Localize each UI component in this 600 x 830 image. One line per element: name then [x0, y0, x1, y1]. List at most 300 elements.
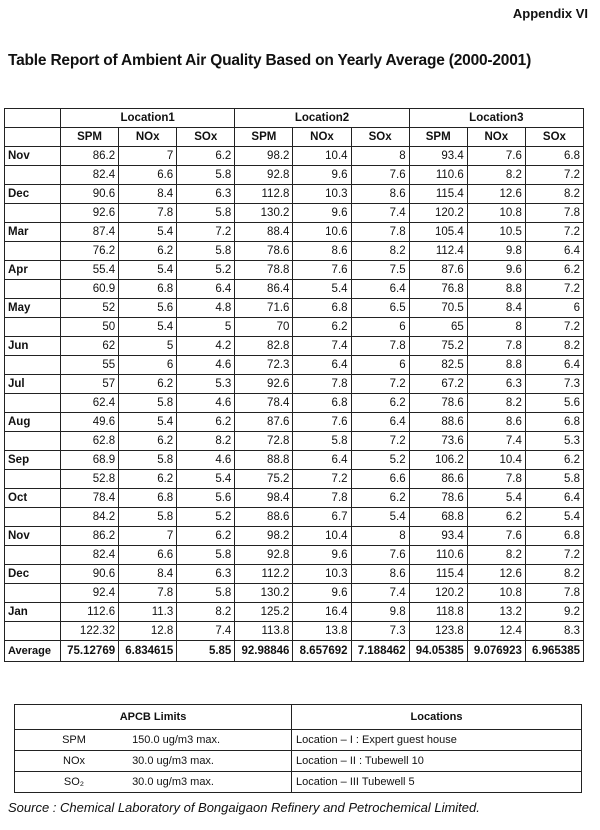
value-cell: 78.6 [235, 242, 293, 261]
value-cell: 8.8 [467, 356, 525, 375]
table-row [5, 508, 584, 527]
limits-row [15, 730, 582, 751]
value-cell: 8.8 [467, 280, 525, 299]
limit-param: SPM [62, 734, 86, 746]
value-cell: 8.2 [177, 432, 235, 451]
param-header: SPM [235, 128, 293, 147]
value-cell: 7.8 [525, 204, 583, 223]
table-title: Table Report of Ambient Air Quality Based on Yearly Average (2000-2001) [8, 52, 532, 69]
month-cell: Nov [5, 527, 61, 546]
table-row [5, 337, 584, 356]
value-cell: 120.2 [409, 204, 467, 223]
value-cell: 7.6 [293, 261, 351, 280]
value-cell: 6.8 [525, 527, 583, 546]
table-row [5, 185, 584, 204]
month-cell [5, 508, 61, 527]
value-cell: 8.6 [467, 413, 525, 432]
month-cell [5, 204, 61, 223]
value-cell: 6.5 [351, 299, 409, 318]
value-cell: 6.4 [525, 242, 583, 261]
value-cell: 5.6 [177, 489, 235, 508]
value-cell: 62.8 [61, 432, 119, 451]
location-description: Location – I : Expert guest house [292, 730, 582, 751]
value-cell: 5.8 [293, 432, 351, 451]
month-cell [5, 622, 61, 641]
value-cell: 72.3 [235, 356, 293, 375]
value-cell: 78.6 [409, 394, 467, 413]
value-cell: 75.2 [409, 337, 467, 356]
value-cell: 8.2 [467, 166, 525, 185]
value-cell: 75.2 [235, 470, 293, 489]
value-cell: 5.8 [177, 546, 235, 565]
value-cell: 82.4 [61, 166, 119, 185]
value-cell: 5.8 [119, 451, 177, 470]
table-row [5, 451, 584, 470]
value-cell: 78.8 [235, 261, 293, 280]
value-cell: 112.4 [409, 242, 467, 261]
location-2-header: Location2 [235, 109, 409, 128]
month-cell [5, 280, 61, 299]
month-cell: Sep [5, 451, 61, 470]
value-cell: 82.5 [409, 356, 467, 375]
param-header: SOx [525, 128, 583, 147]
value-cell: 7.8 [351, 223, 409, 242]
value-cell: 5.8 [177, 166, 235, 185]
table-row [5, 489, 584, 508]
value-cell: 9.6 [467, 261, 525, 280]
value-cell: 10.5 [467, 223, 525, 242]
value-cell: 110.6 [409, 166, 467, 185]
value-cell: 6.8 [293, 394, 351, 413]
value-cell: 7.6 [351, 166, 409, 185]
value-cell: 10.6 [293, 223, 351, 242]
value-cell: 86.4 [235, 280, 293, 299]
value-cell: 88.4 [235, 223, 293, 242]
value-cell: 8 [351, 147, 409, 166]
value-cell: 5.4 [119, 413, 177, 432]
value-cell: 8.4 [467, 299, 525, 318]
value-cell: 13.2 [467, 603, 525, 622]
value-cell: 7.6 [293, 413, 351, 432]
value-cell: 9.6 [293, 546, 351, 565]
month-cell: Aug [5, 413, 61, 432]
value-cell: 68.8 [409, 508, 467, 527]
value-cell: 6.4 [177, 280, 235, 299]
value-cell: 71.6 [235, 299, 293, 318]
value-cell: 6.2 [293, 318, 351, 337]
value-cell: 65 [409, 318, 467, 337]
value-cell: 92.6 [235, 375, 293, 394]
table-row [5, 280, 584, 299]
value-cell: 7.4 [351, 204, 409, 223]
table-row [5, 394, 584, 413]
limit-value: 30.0 ug/m3 max. [132, 755, 214, 767]
table-row [5, 546, 584, 565]
value-cell: 92.4 [61, 584, 119, 603]
value-cell: 7.4 [351, 584, 409, 603]
value-cell: 8.2 [525, 337, 583, 356]
value-cell: 8 [351, 527, 409, 546]
param-header-row [5, 128, 584, 147]
value-cell: 7.2 [525, 223, 583, 242]
value-cell: 6.3 [177, 185, 235, 204]
value-cell: 6.2 [177, 413, 235, 432]
value-cell: 12.6 [467, 185, 525, 204]
month-cell [5, 394, 61, 413]
value-cell: 86.2 [61, 147, 119, 166]
value-cell: 6.2 [177, 527, 235, 546]
value-cell: 5.8 [119, 394, 177, 413]
param-header: SOx [351, 128, 409, 147]
param-header: NOx [293, 128, 351, 147]
month-cell [5, 546, 61, 565]
value-cell: 7.8 [119, 204, 177, 223]
value-cell: 67.2 [409, 375, 467, 394]
table-row [5, 413, 584, 432]
value-cell: 76.2 [61, 242, 119, 261]
value-cell: 78.6 [409, 489, 467, 508]
value-cell: 49.6 [61, 413, 119, 432]
value-cell: 6.4 [525, 489, 583, 508]
value-cell: 6.6 [119, 546, 177, 565]
value-cell: 6.8 [293, 299, 351, 318]
average-value: 92.98846 [235, 641, 293, 662]
value-cell: 7 [119, 527, 177, 546]
average-value: 94.05385 [409, 641, 467, 662]
value-cell: 52 [61, 299, 119, 318]
average-label: Average [5, 641, 61, 662]
value-cell: 5.4 [119, 223, 177, 242]
value-cell: 6.4 [351, 413, 409, 432]
average-value: 8.657692 [293, 641, 351, 662]
value-cell: 118.8 [409, 603, 467, 622]
value-cell: 5.2 [177, 261, 235, 280]
month-cell: Apr [5, 261, 61, 280]
value-cell: 112.6 [61, 603, 119, 622]
value-cell: 5.4 [351, 508, 409, 527]
value-cell: 8.2 [467, 394, 525, 413]
value-cell: 115.4 [409, 565, 467, 584]
value-cell: 6.2 [525, 451, 583, 470]
limits-row [15, 772, 582, 793]
value-cell: 98.2 [235, 527, 293, 546]
month-cell: Nov [5, 147, 61, 166]
average-value: 9.076923 [467, 641, 525, 662]
value-cell: 90.6 [61, 565, 119, 584]
value-cell: 6 [351, 356, 409, 375]
value-cell: 8.2 [467, 546, 525, 565]
value-cell: 7.2 [525, 166, 583, 185]
value-cell: 5.2 [177, 508, 235, 527]
value-cell: 82.8 [235, 337, 293, 356]
value-cell: 4.8 [177, 299, 235, 318]
value-cell: 6.4 [525, 356, 583, 375]
value-cell: 6.8 [525, 413, 583, 432]
value-cell: 5.4 [119, 318, 177, 337]
value-cell: 93.4 [409, 527, 467, 546]
value-cell: 4.2 [177, 337, 235, 356]
value-cell: 5.6 [119, 299, 177, 318]
value-cell: 9.6 [293, 166, 351, 185]
average-row [5, 641, 584, 662]
value-cell: 7.8 [525, 584, 583, 603]
param-header: NOx [119, 128, 177, 147]
table-row [5, 603, 584, 622]
value-cell: 7.3 [351, 622, 409, 641]
appendix-label: Appendix VI [512, 6, 588, 21]
location-description: Location – II : Tubewell 10 [292, 751, 582, 772]
month-cell [5, 432, 61, 451]
average-value: 5.85 [177, 641, 235, 662]
month-cell [5, 166, 61, 185]
month-cell: Dec [5, 565, 61, 584]
value-cell: 113.8 [235, 622, 293, 641]
value-cell: 6.4 [293, 451, 351, 470]
value-cell: 8.4 [119, 565, 177, 584]
value-cell: 5.4 [525, 508, 583, 527]
month-cell [5, 318, 61, 337]
value-cell: 92.8 [235, 546, 293, 565]
corner-cell [5, 128, 61, 147]
value-cell: 6 [119, 356, 177, 375]
value-cell: 4.6 [177, 356, 235, 375]
value-cell: 87.6 [409, 261, 467, 280]
month-cell [5, 356, 61, 375]
value-cell: 8.6 [351, 565, 409, 584]
month-cell [5, 584, 61, 603]
month-cell: Jan [5, 603, 61, 622]
table-row [5, 375, 584, 394]
value-cell: 10.8 [467, 204, 525, 223]
value-cell: 7.5 [351, 261, 409, 280]
value-cell: 7 [119, 147, 177, 166]
table-row [5, 565, 584, 584]
value-cell: 60.9 [61, 280, 119, 299]
value-cell: 73.6 [409, 432, 467, 451]
value-cell: 7.6 [467, 527, 525, 546]
value-cell: 6 [525, 299, 583, 318]
param-header: SPM [409, 128, 467, 147]
month-cell: Oct [5, 489, 61, 508]
table-row [5, 242, 584, 261]
value-cell: 9.6 [293, 584, 351, 603]
value-cell: 6.3 [177, 565, 235, 584]
value-cell: 6.2 [119, 470, 177, 489]
value-cell: 62.4 [61, 394, 119, 413]
value-cell: 6.2 [177, 147, 235, 166]
value-cell: 115.4 [409, 185, 467, 204]
limit-value: 30.0 ug/m3 max. [132, 776, 214, 788]
locations-header: Locations [292, 705, 582, 730]
table-row [5, 432, 584, 451]
value-cell: 8.3 [525, 622, 583, 641]
average-value: 75.12769 [61, 641, 119, 662]
value-cell: 70 [235, 318, 293, 337]
value-cell: 7.8 [293, 489, 351, 508]
param-header: SPM [61, 128, 119, 147]
value-cell: 125.2 [235, 603, 293, 622]
month-cell [5, 242, 61, 261]
value-cell: 5.6 [525, 394, 583, 413]
value-cell: 78.4 [61, 489, 119, 508]
corner-cell [5, 109, 61, 128]
value-cell: 9.8 [467, 242, 525, 261]
value-cell: 12.4 [467, 622, 525, 641]
value-cell: 6.2 [119, 432, 177, 451]
source-note: Source : Chemical Laboratory of Bongaigaon Refinery and Petrochemical Limited. [8, 800, 480, 815]
air-quality-body [5, 147, 584, 662]
table-row [5, 470, 584, 489]
value-cell: 8.6 [293, 242, 351, 261]
value-cell: 106.2 [409, 451, 467, 470]
value-cell: 62 [61, 337, 119, 356]
value-cell: 7.8 [467, 470, 525, 489]
table-row [5, 204, 584, 223]
table-row [5, 299, 584, 318]
value-cell: 122.32 [61, 622, 119, 641]
value-cell: 68.9 [61, 451, 119, 470]
month-cell: Jul [5, 375, 61, 394]
value-cell: 6.8 [525, 147, 583, 166]
average-value: 7.188462 [351, 641, 409, 662]
value-cell: 84.2 [61, 508, 119, 527]
value-cell: 92.6 [61, 204, 119, 223]
value-cell: 7.8 [119, 584, 177, 603]
value-cell: 5 [119, 337, 177, 356]
value-cell: 10.3 [293, 565, 351, 584]
value-cell: 92.8 [235, 166, 293, 185]
value-cell: 6.8 [119, 489, 177, 508]
value-cell: 6.8 [119, 280, 177, 299]
value-cell: 10.4 [293, 527, 351, 546]
value-cell: 8.2 [525, 185, 583, 204]
limits-header-row [15, 705, 582, 730]
value-cell: 12.6 [467, 565, 525, 584]
limit-cell [15, 772, 292, 793]
value-cell: 5.3 [525, 432, 583, 451]
value-cell: 7.2 [525, 546, 583, 565]
month-cell: Mar [5, 223, 61, 242]
value-cell: 120.2 [409, 584, 467, 603]
value-cell: 6.4 [351, 280, 409, 299]
table-row [5, 318, 584, 337]
value-cell: 6.4 [293, 356, 351, 375]
limits-row [15, 751, 582, 772]
value-cell: 130.2 [235, 584, 293, 603]
limits-table [14, 704, 582, 793]
average-value: 6.834615 [119, 641, 177, 662]
value-cell: 7.6 [351, 546, 409, 565]
value-cell: 7.4 [177, 622, 235, 641]
value-cell: 6.3 [467, 375, 525, 394]
value-cell: 5.4 [467, 489, 525, 508]
value-cell: 11.3 [119, 603, 177, 622]
value-cell: 87.6 [235, 413, 293, 432]
value-cell: 9.6 [293, 204, 351, 223]
value-cell: 5.8 [177, 242, 235, 261]
value-cell: 7.6 [467, 147, 525, 166]
table-row [5, 584, 584, 603]
value-cell: 10.3 [293, 185, 351, 204]
value-cell: 8.2 [525, 565, 583, 584]
value-cell: 55 [61, 356, 119, 375]
value-cell: 7.4 [467, 432, 525, 451]
value-cell: 7.8 [293, 375, 351, 394]
value-cell: 5.2 [351, 451, 409, 470]
value-cell: 88.6 [235, 508, 293, 527]
value-cell: 8.2 [351, 242, 409, 261]
limit-param: SO₂ [63, 776, 85, 788]
value-cell: 5.8 [177, 584, 235, 603]
value-cell: 98.4 [235, 489, 293, 508]
value-cell: 9.2 [525, 603, 583, 622]
table-row [5, 261, 584, 280]
value-cell: 10.4 [293, 147, 351, 166]
value-cell: 88.6 [409, 413, 467, 432]
value-cell: 8.6 [351, 185, 409, 204]
value-cell: 5.3 [177, 375, 235, 394]
value-cell: 7.2 [351, 375, 409, 394]
value-cell: 4.6 [177, 394, 235, 413]
value-cell: 57 [61, 375, 119, 394]
value-cell: 6.2 [119, 375, 177, 394]
value-cell: 5.8 [119, 508, 177, 527]
location-3-header: Location3 [409, 109, 583, 128]
param-header: NOx [467, 128, 525, 147]
limit-value: 150.0 ug/m3 max. [132, 734, 221, 746]
value-cell: 86.6 [409, 470, 467, 489]
table-row [5, 527, 584, 546]
value-cell: 13.8 [293, 622, 351, 641]
value-cell: 6.2 [119, 242, 177, 261]
value-cell: 87.4 [61, 223, 119, 242]
value-cell: 7.2 [293, 470, 351, 489]
value-cell: 7.2 [525, 318, 583, 337]
value-cell: 78.4 [235, 394, 293, 413]
value-cell: 8.4 [119, 185, 177, 204]
param-header: SOx [177, 128, 235, 147]
value-cell: 112.8 [235, 185, 293, 204]
value-cell: 86.2 [61, 527, 119, 546]
value-cell: 130.2 [235, 204, 293, 223]
value-cell: 123.8 [409, 622, 467, 641]
value-cell: 6.2 [525, 261, 583, 280]
value-cell: 76.8 [409, 280, 467, 299]
limit-cell [15, 730, 292, 751]
air-quality-table [4, 108, 584, 662]
location-description: Location – III Tubewell 5 [292, 772, 582, 793]
value-cell: 5.4 [177, 470, 235, 489]
value-cell: 8 [467, 318, 525, 337]
value-cell: 16.4 [293, 603, 351, 622]
value-cell: 50 [61, 318, 119, 337]
value-cell: 93.4 [409, 147, 467, 166]
month-cell [5, 470, 61, 489]
table-row [5, 356, 584, 375]
value-cell: 4.6 [177, 451, 235, 470]
apcb-limits-header: APCB Limits [15, 705, 292, 730]
average-value: 6.965385 [525, 641, 583, 662]
value-cell: 7.3 [525, 375, 583, 394]
limit-cell [15, 751, 292, 772]
value-cell: 110.6 [409, 546, 467, 565]
value-cell: 7.2 [351, 432, 409, 451]
value-cell: 6.7 [293, 508, 351, 527]
value-cell: 7.2 [525, 280, 583, 299]
value-cell: 9.8 [351, 603, 409, 622]
location-1-header: Location1 [61, 109, 235, 128]
month-cell: Dec [5, 185, 61, 204]
